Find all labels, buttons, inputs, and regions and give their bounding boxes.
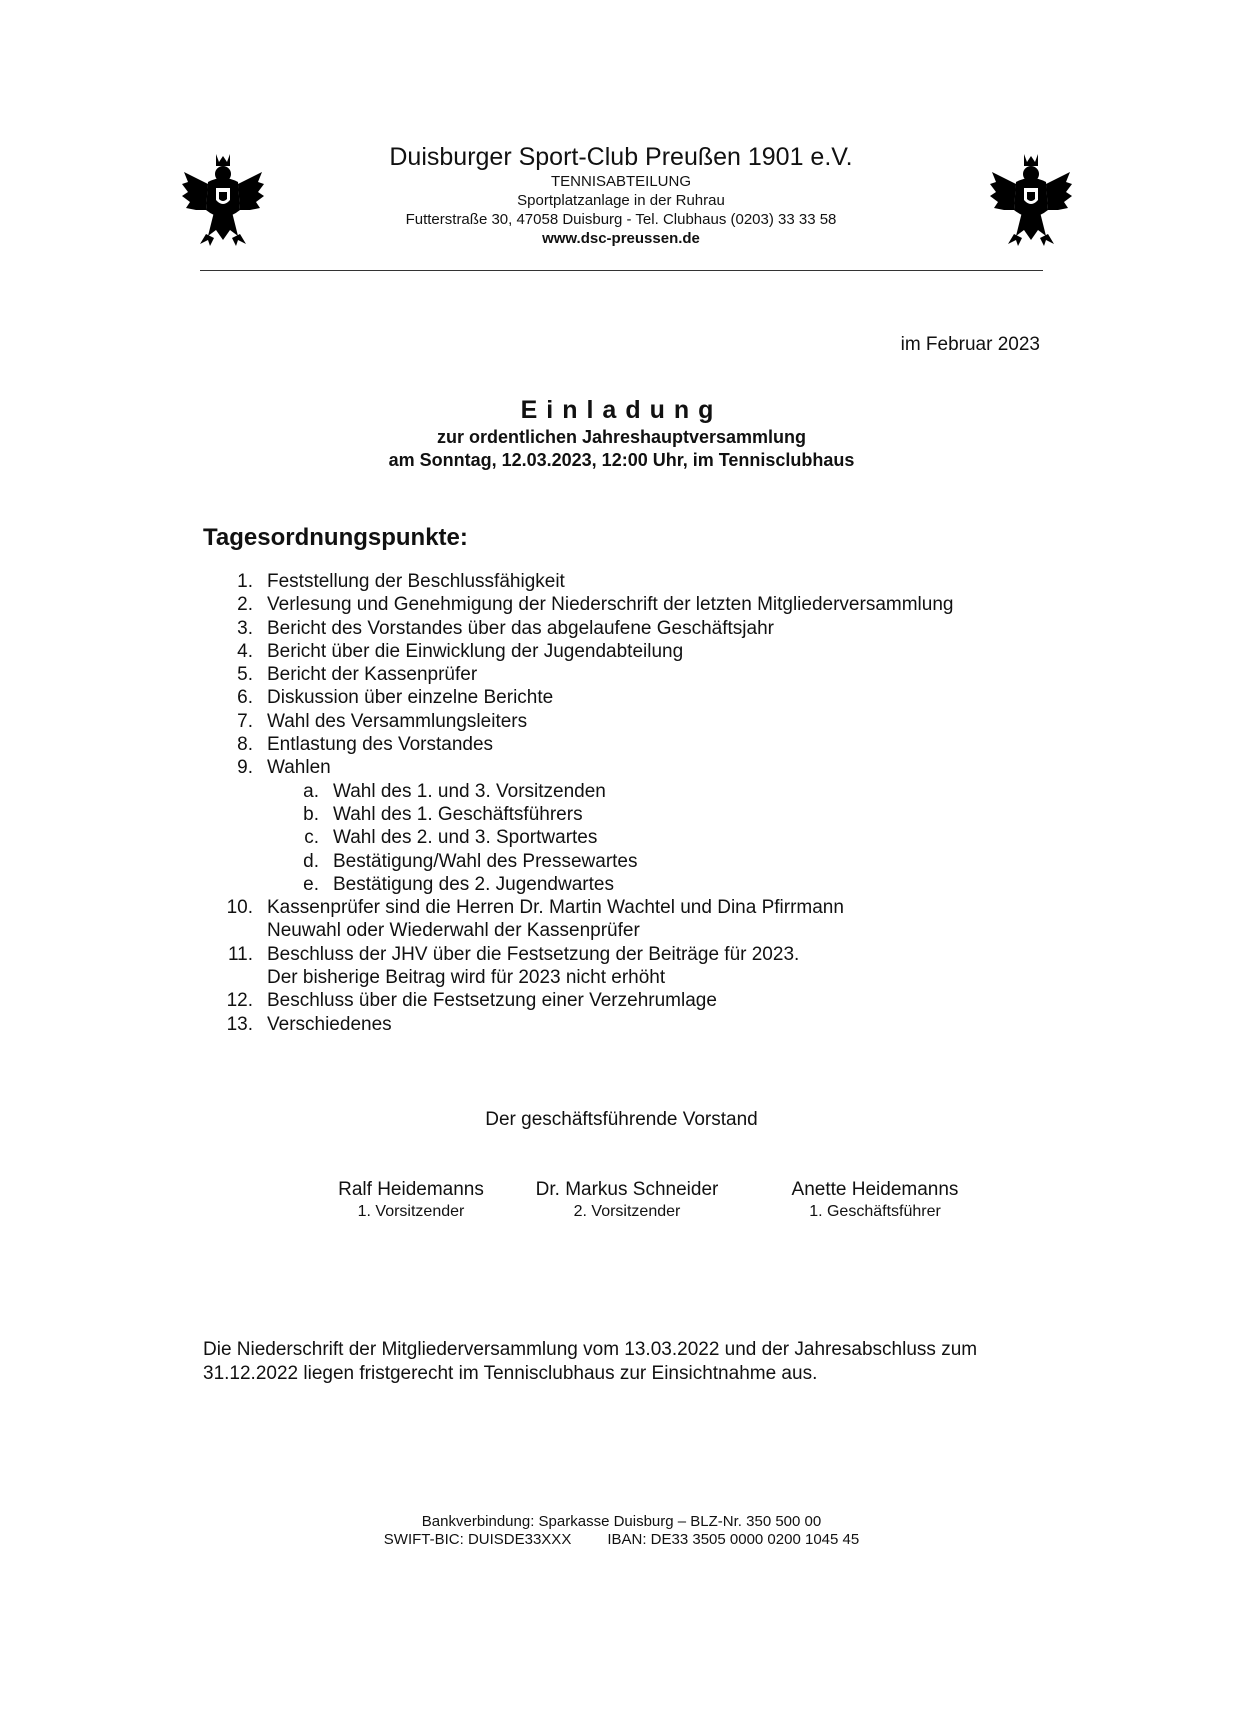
board-label: Der geschäftsführende Vorstand	[485, 1109, 758, 1130]
item-text: Diskussion über einzelne Berichte	[267, 687, 554, 709]
list-item	[203, 686, 1103, 709]
list-item	[203, 733, 1103, 756]
sub-item-text: Wahl des 1. und 3. Vorsitzenden	[333, 780, 606, 802]
sub-item-text: Bestätigung des 2. Jugendwartes	[333, 873, 614, 895]
item-number: 13.	[226, 1013, 253, 1035]
venue: Sportplatzanlage in der Ruhrau	[517, 192, 725, 209]
signer-name: Anette Heidemanns	[791, 1179, 959, 1200]
sub-item-letter: a.	[303, 780, 319, 802]
invitation-title-block	[200, 394, 1043, 472]
item-text: Verlesung und Genehmigung der Niederschrift der letzten Mitgliederversammlung	[267, 594, 954, 616]
sub-list-item	[203, 873, 1103, 896]
signer-block	[745, 1178, 1005, 1222]
item-text: Bericht über die Einwicklung der Jugendabteilung	[267, 640, 684, 662]
sub-item-text: Wahl des 1. Geschäftsführers	[333, 803, 583, 825]
list-item	[203, 617, 1103, 640]
list-item	[203, 756, 1103, 779]
letter-date: im Februar 2023	[900, 334, 1040, 355]
item-text: Der bisherige Beitrag wird für 2023 nicht erhöht	[267, 967, 666, 989]
item-text: Kassenprüfer sind die Herren Dr. Martin Wachtel und Dina Pfirrmann	[267, 897, 844, 919]
signer-block	[497, 1178, 757, 1222]
item-number: 1.	[237, 571, 253, 592]
list-item	[203, 593, 1103, 616]
sub-list-item	[203, 780, 1103, 803]
item-text: Feststellung der Beschlussfähigkeit	[267, 571, 565, 592]
invitation-subtitle-1: zur ordentlichen Jahreshauptversammlung	[436, 427, 807, 447]
item-number: 7.	[237, 710, 253, 732]
list-item	[203, 989, 1103, 1012]
bank-line: Bankverbindung: Sparkasse Duisburg – BLZ-Nr. 350 500 00	[421, 1513, 822, 1530]
item-text: Bericht der Kassenprüfer	[267, 664, 478, 686]
sub-item-letter: d.	[303, 850, 319, 872]
sub-list-item	[203, 826, 1103, 849]
item-number: 2.	[237, 594, 253, 616]
header-divider	[200, 270, 1043, 271]
department: TENNISABTEILUNG	[550, 173, 692, 190]
list-item	[203, 943, 1103, 966]
signer-role: 1. Geschäftsführer	[809, 1203, 941, 1220]
item-text: Neuwahl oder Wiederwahl der Kassenprüfer	[267, 920, 640, 942]
item-text: Entlastung des Vorstandes	[267, 734, 494, 756]
list-item	[203, 896, 1103, 919]
item-text: Beschluss der JHV über die Festsetzung der Beiträge für 2023.	[267, 943, 800, 965]
invitation-subtitle-2: am Sonntag, 12.03.2023, 12:00 Uhr, im Tennisclubhaus	[388, 450, 855, 470]
item-number: 3.	[237, 617, 253, 639]
list-item	[203, 710, 1103, 733]
item-number: 8.	[237, 734, 253, 756]
item-text: Verschiedenes	[267, 1013, 392, 1035]
club-name: Duisburger Sport-Club Preußen 1901 e.V.	[389, 143, 853, 171]
sub-item-letter: b.	[303, 803, 319, 825]
address: Futterstraße 30, 47058 Duisburg - Tel. Clubhaus (0203) 33 33 58	[405, 211, 837, 228]
item-number: 5.	[237, 664, 253, 686]
invitation-title: Einladung	[520, 396, 723, 424]
swift-code: SWIFT-BIC: DUISDE33XXX	[383, 1531, 572, 1548]
note-line: 31.12.2022 liegen fristgerecht im Tennisclubhaus zur Einsichtnahme aus.	[203, 1363, 818, 1384]
bank-details	[200, 1513, 1043, 1549]
eagle-crest-icon	[178, 148, 268, 248]
sub-item-letter: e.	[303, 873, 319, 895]
list-item	[203, 640, 1103, 663]
sub-item-text: Bestätigung/Wahl des Pressewartes	[333, 850, 638, 872]
item-number: 12.	[226, 990, 253, 1012]
signer-name: Ralf Heidemanns	[338, 1179, 484, 1200]
signer-role: 1. Vorsitzender	[357, 1203, 465, 1220]
list-item-continuation	[203, 919, 1103, 942]
sub-item-letter: c.	[304, 827, 319, 849]
signer-role: 2. Vorsitzender	[573, 1203, 681, 1220]
minutes-note	[203, 1338, 1063, 1386]
note-line: Die Niederschrift der Mitgliederversammlung vom 13.03.2022 und der Jahresabschluss zum	[203, 1339, 978, 1360]
agenda-heading: Tagesordnungspunkte:	[203, 524, 468, 551]
iban-code: IBAN: DE33 3505 0000 0200 1045 45	[607, 1531, 860, 1548]
sub-list-item	[203, 850, 1103, 873]
signer-name: Dr. Markus Schneider	[535, 1179, 719, 1200]
item-number: 6.	[237, 687, 253, 709]
letterhead	[280, 142, 962, 248]
item-number: 9.	[237, 757, 253, 779]
item-number: 10.	[226, 897, 253, 919]
list-item-continuation	[203, 966, 1103, 989]
item-text: Wahl des Versammlungsleiters	[267, 710, 528, 732]
agenda-list	[203, 570, 1103, 1036]
item-number: 11.	[227, 943, 253, 965]
sub-list-item	[203, 803, 1103, 826]
list-item	[203, 570, 1103, 593]
item-text: Beschluss über die Festsetzung einer Verzehrumlage	[267, 990, 717, 1012]
item-text: Wahlen	[267, 757, 331, 779]
item-text: Bericht des Vorstandes über das abgelaufene Geschäftsjahr	[267, 617, 774, 639]
list-item	[203, 1013, 1103, 1036]
list-item	[203, 663, 1103, 686]
bank-codes	[200, 1531, 1043, 1549]
website-link[interactable]: www.dsc-preussen.de	[542, 230, 700, 247]
eagle-crest-icon	[986, 148, 1076, 248]
sub-item-text: Wahl des 2. und 3. Sportwartes	[333, 827, 598, 849]
item-number: 4.	[237, 640, 253, 662]
